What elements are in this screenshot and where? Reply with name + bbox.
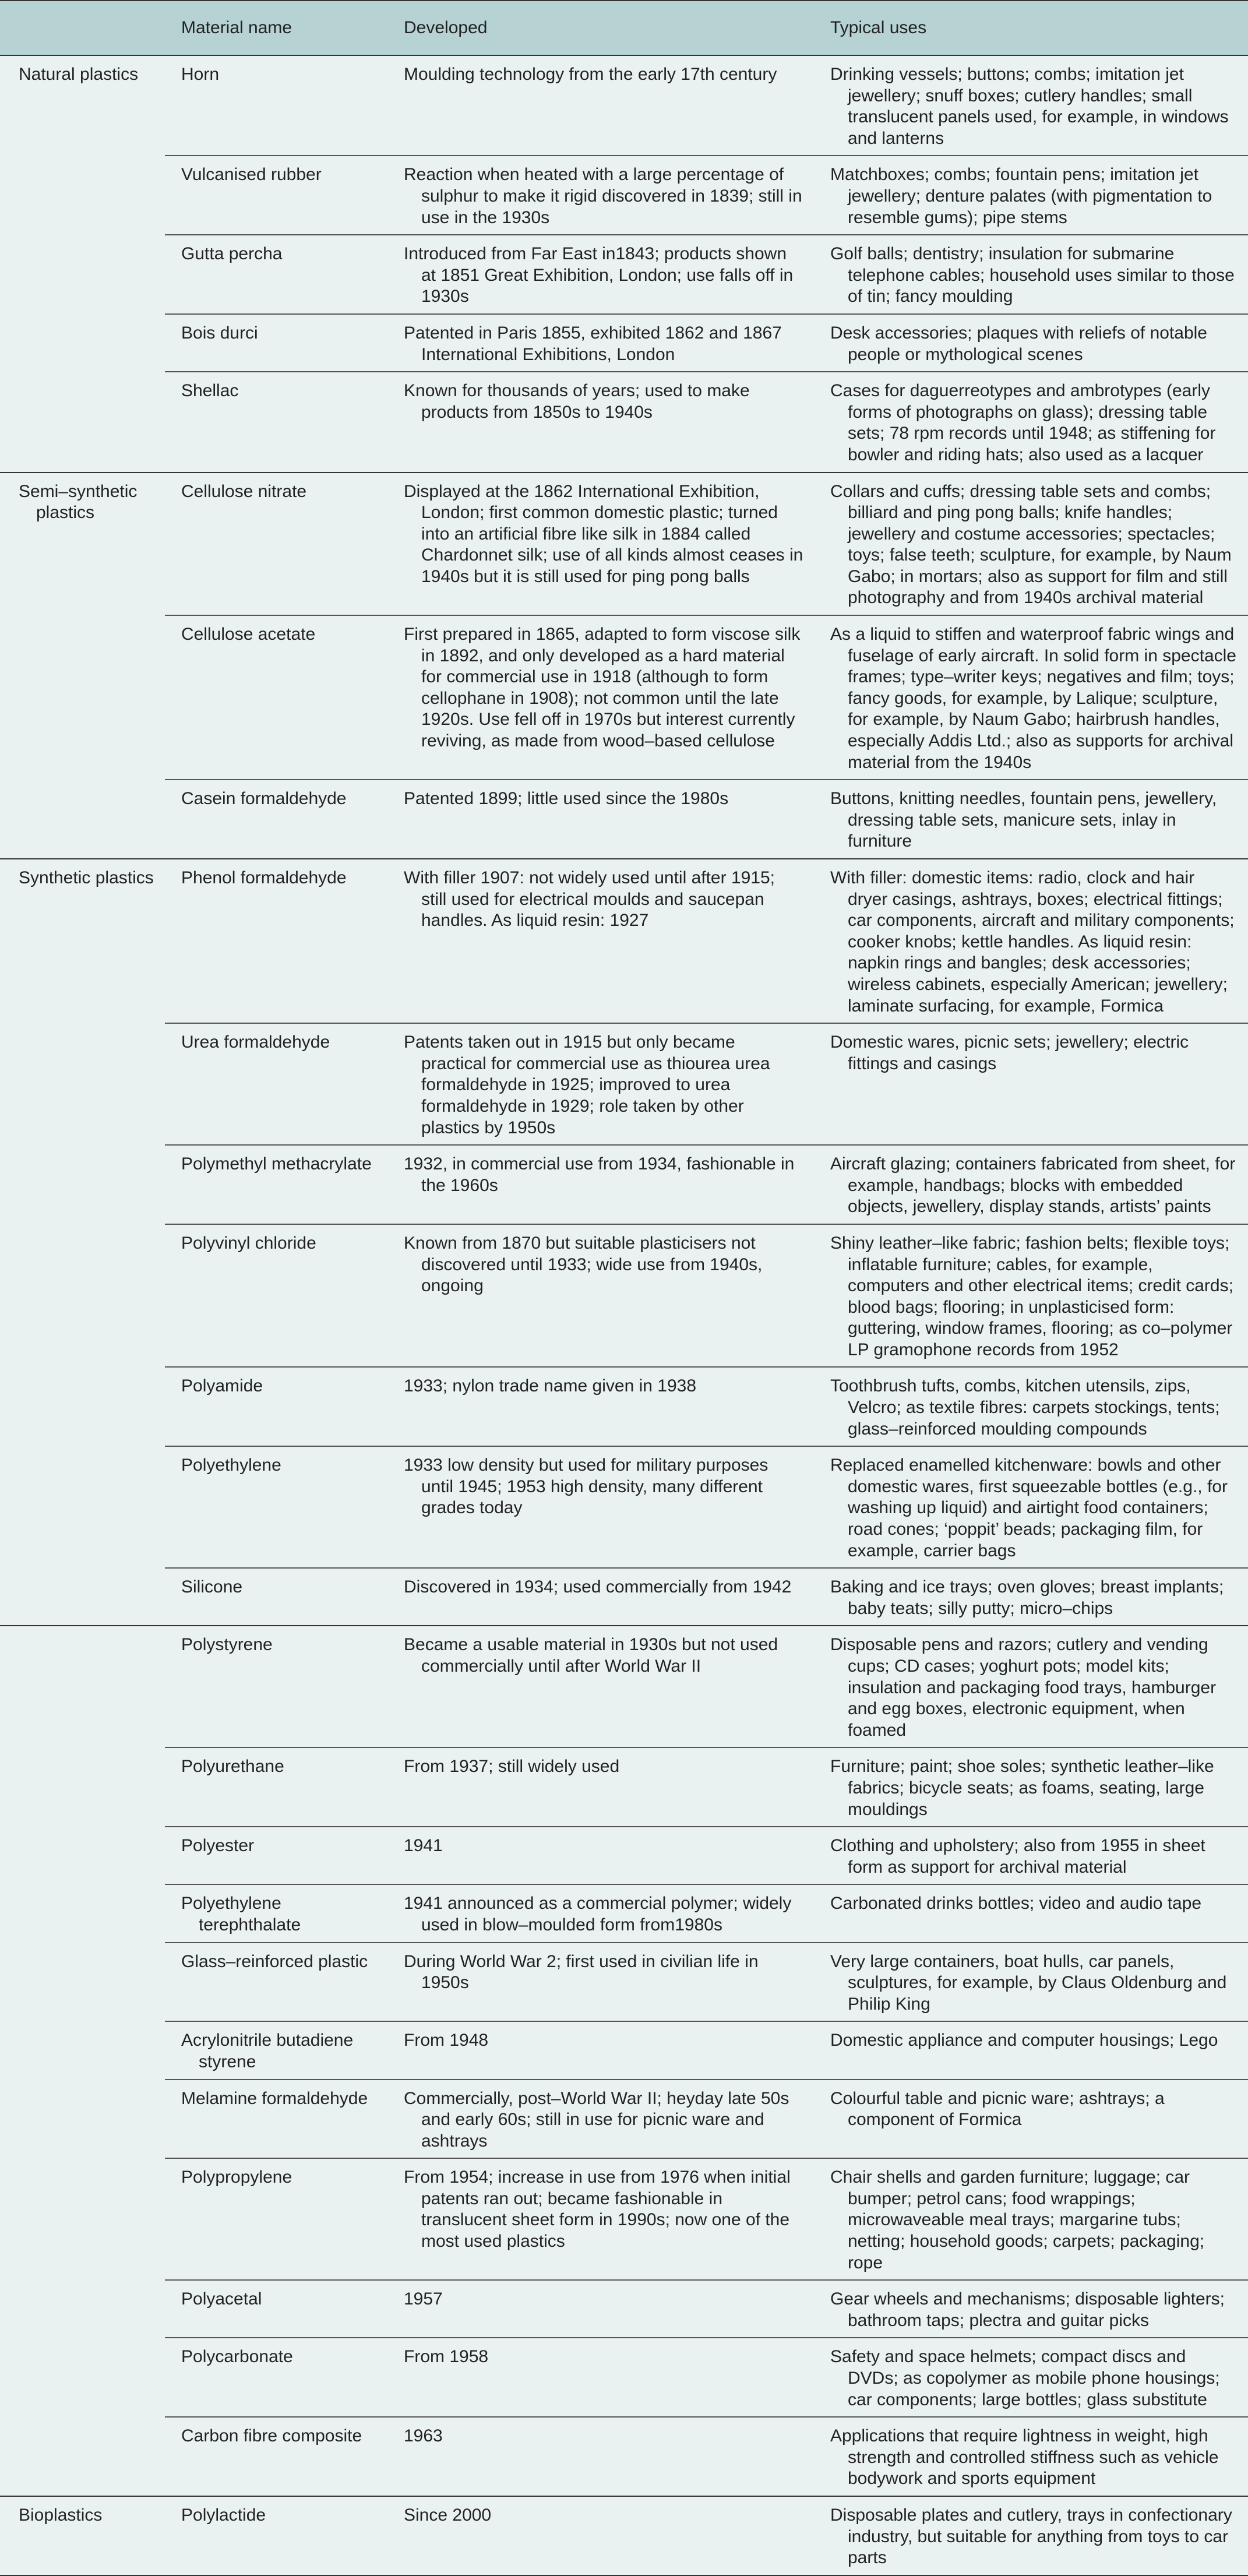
typical-uses-text: Safety and space helmets; compact discs and DVDs; as copolymer as mobile phone housings; car components; large bottles; glass substitute bbox=[830, 2347, 1220, 2409]
table-row bbox=[0, 55, 1248, 156]
material-name-cell bbox=[165, 1145, 387, 1224]
typical-uses-cell bbox=[813, 473, 1248, 616]
developed-cell bbox=[387, 1023, 813, 1145]
header-developed: Developed bbox=[387, 1, 813, 55]
developed-cell bbox=[387, 473, 813, 616]
developed-cell bbox=[387, 2021, 813, 2079]
developed-text: During World War 2; first used in civilian life in 1950s bbox=[404, 1951, 759, 1993]
typical-uses-cell bbox=[813, 1145, 1248, 1224]
developed-cell bbox=[387, 2158, 813, 2280]
developed-cell bbox=[387, 2496, 813, 2575]
table-row bbox=[0, 1626, 1248, 1747]
developed-cell bbox=[387, 1367, 813, 1446]
material-name-text: Polypropylene bbox=[181, 2168, 292, 2187]
category-cell bbox=[0, 859, 165, 1626]
material-name-text: Polyamide bbox=[181, 1376, 263, 1396]
developed-text: 1933; nylon trade name given in 1938 bbox=[404, 1376, 697, 1396]
category-label: Natural plastics bbox=[19, 65, 139, 84]
developed-text: Patents taken out in 1915 but only became practical for commercial use as thiourea urea formaldehyde in 1925; improved to urea formaldehyde in 1929; role taken by other plastics by 1950s bbox=[404, 1032, 770, 1137]
table-row bbox=[0, 1145, 1248, 1224]
material-name-cell bbox=[165, 156, 387, 235]
material-name-text: Shellac bbox=[181, 381, 239, 401]
typical-uses-text: As a liquid to stiffen and waterproof fabric wings and fuselage of early aircraft. In solid form in spectacle frames; type–writer keys; negatives and film; toys; fancy goods, for example, by Lalique; sculpture, for example, by Naum Gabo; hairbrush handles, especially Addis Ltd.; also as supports for archival material from the 1940s bbox=[830, 625, 1236, 772]
typical-uses-text: Shiny leather–like fabric; fashion belts; flexible toys; inflatable furniture; cables, for example, computers and other electrical items; credit cards; blood bags; flooring; in unplasticised form: guttering, window frames, flooring; as co–polymer LP gramophone records from 1952 bbox=[830, 1233, 1233, 1359]
material-name-cell bbox=[165, 1626, 387, 1747]
table-row bbox=[0, 1943, 1248, 2022]
developed-text: Displayed at the 1862 International Exhibition, London; first common domestic plastic; turned into an artificial fibre like silk in 1884 called Chardonnet silk; use of all kinds almost ceases in 1940s but it is still used for ping pong balls bbox=[404, 481, 803, 586]
developed-cell bbox=[387, 2417, 813, 2496]
header-row bbox=[0, 1, 1248, 55]
material-name-cell bbox=[165, 1446, 387, 1568]
typical-uses-cell bbox=[813, 2338, 1248, 2417]
typical-uses-cell bbox=[813, 615, 1248, 780]
typical-uses-cell bbox=[813, 1747, 1248, 1827]
developed-text: Known from 1870 but suitable plasticisers not discovered until 1933; wide use from 1940s, ongoing bbox=[404, 1233, 763, 1296]
developed-cell bbox=[387, 1747, 813, 1827]
material-name-cell bbox=[165, 859, 387, 1023]
table-row bbox=[0, 235, 1248, 314]
material-name-text: Horn bbox=[181, 65, 220, 84]
material-name-cell bbox=[165, 1367, 387, 1446]
table-body bbox=[0, 55, 1248, 2575]
developed-cell bbox=[387, 235, 813, 314]
material-name-text: Casein formaldehyde bbox=[181, 789, 347, 809]
material-name-text: Vulcanised rubber bbox=[181, 165, 322, 185]
material-name-cell bbox=[165, 780, 387, 859]
table-row bbox=[0, 780, 1248, 859]
typical-uses-text: Golf balls; dentistry; insulation for submarine telephone cables; household uses similar to those of tin; fancy moulding bbox=[830, 244, 1235, 306]
typical-uses-text: Drinking vessels; buttons; combs; imitation jet jewellery; snuff boxes; cutlery handles; small translucent panels used, for example, in windows and lanterns bbox=[830, 65, 1229, 148]
typical-uses-text: Applications that require lightness in weight, high strength and controlled stiffness such as vehicle bodywork and sports equipment bbox=[830, 2426, 1219, 2489]
typical-uses-text: Clothing and upholstery; also from 1955 in sheet form as support for archival material bbox=[830, 1836, 1205, 1877]
material-name-text: Polyacetal bbox=[181, 2289, 262, 2309]
table-row bbox=[0, 1568, 1248, 1626]
material-name-text: Glass–reinforced plastic bbox=[181, 1951, 368, 1971]
typical-uses-cell bbox=[813, 2280, 1248, 2338]
table-header bbox=[0, 1, 1248, 55]
category-label: Synthetic plastics bbox=[19, 868, 154, 887]
typical-uses-cell bbox=[813, 2496, 1248, 2575]
typical-uses-cell bbox=[813, 2080, 1248, 2159]
typical-uses-text: Very large containers, boat hulls, car panels, sculptures, for example, by Claus Oldenburg and Philip King bbox=[830, 1951, 1227, 2014]
developed-text: Commercially, post–World War II; heyday late 50s and early 60s; still in use for picnic ware and ashtrays bbox=[404, 2088, 789, 2151]
developed-cell bbox=[387, 615, 813, 780]
typical-uses-cell bbox=[813, 55, 1248, 156]
material-name-text: Cellulose acetate bbox=[181, 625, 316, 644]
developed-cell bbox=[387, 1626, 813, 1747]
typical-uses-cell bbox=[813, 2158, 1248, 2280]
material-name-text: Phenol formaldehyde bbox=[181, 868, 347, 887]
typical-uses-cell bbox=[813, 1943, 1248, 2022]
material-name-cell bbox=[165, 55, 387, 156]
table-row bbox=[0, 859, 1248, 1023]
typical-uses-cell bbox=[813, 314, 1248, 372]
typical-uses-text: Buttons, knitting needles, fountain pens, jewellery, dressing table sets, manicure sets, inlay in furniture bbox=[830, 789, 1217, 851]
developed-cell bbox=[387, 1884, 813, 1942]
material-name-cell bbox=[165, 235, 387, 314]
table-row bbox=[0, 1023, 1248, 1145]
category-label: Semi–synthetic plastics bbox=[19, 481, 138, 523]
typical-uses-text: Cases for daguerreotypes and ambrotypes (early forms of photographs on glass); dressing table sets; 78 rpm records until 1948; as stiffening for bowler and riding hats; also used as a lacquer bbox=[830, 381, 1216, 464]
table-row bbox=[0, 2080, 1248, 2159]
header-material-name: Material name bbox=[165, 1, 387, 55]
developed-text: Became a usable material in 1930s but not used commercially until after World War II bbox=[404, 1635, 778, 1676]
typical-uses-text: Matchboxes; combs; fountain pens; imitation jet jewellery; denture palates (with pigmentation to resemble gums); pipe stems bbox=[830, 165, 1212, 227]
material-name-cell bbox=[165, 1884, 387, 1942]
developed-cell bbox=[387, 1827, 813, 1884]
table-row bbox=[0, 156, 1248, 235]
developed-cell bbox=[387, 1145, 813, 1224]
table-row bbox=[0, 1884, 1248, 1942]
typical-uses-text: Disposable plates and cutlery, trays in confectionary industry, but suitable for anything from toys to car parts bbox=[830, 2505, 1232, 2568]
material-name-cell bbox=[165, 1023, 387, 1145]
developed-text: Since 2000 bbox=[404, 2505, 492, 2525]
developed-cell bbox=[387, 859, 813, 1023]
developed-cell bbox=[387, 372, 813, 472]
typical-uses-text: Disposable pens and razors; cutlery and vending cups; CD cases; yoghurt pots; model kits; insulation and packaging food trays, hamburger and egg boxes, electronic equipment, when foamed bbox=[830, 1635, 1217, 1740]
material-name-cell bbox=[165, 2158, 387, 2280]
material-name-text: Gutta percha bbox=[181, 244, 283, 264]
developed-text: From 1937; still widely used bbox=[404, 1757, 620, 1777]
developed-cell bbox=[387, 2280, 813, 2338]
table-row bbox=[0, 2158, 1248, 2280]
material-name-text: Carbon fibre composite bbox=[181, 2426, 362, 2446]
material-name-text: Acrylonitrile butadiene styrene bbox=[181, 2031, 354, 2071]
table-row bbox=[0, 473, 1248, 616]
typical-uses-cell bbox=[813, 780, 1248, 859]
developed-text: Moulding technology from the early 17th century bbox=[404, 65, 777, 84]
table-row bbox=[0, 2338, 1248, 2417]
category-cell bbox=[0, 2496, 165, 2575]
table-row bbox=[0, 2021, 1248, 2079]
typical-uses-cell bbox=[813, 1568, 1248, 1626]
typical-uses-cell bbox=[813, 235, 1248, 314]
developed-text: Known for thousands of years; used to make products from 1850s to 1940s bbox=[404, 381, 750, 422]
material-name-cell bbox=[165, 314, 387, 372]
developed-text: 1963 bbox=[404, 2426, 443, 2446]
material-name-text: Cellulose nitrate bbox=[181, 481, 307, 501]
typical-uses-text: Domestic appliance and computer housings; Lego bbox=[830, 2031, 1218, 2050]
material-name-text: Polyurethane bbox=[181, 1757, 284, 1777]
table-row bbox=[0, 1446, 1248, 1568]
developed-cell bbox=[387, 780, 813, 859]
material-name-text: Polycarbonate bbox=[181, 2347, 293, 2367]
typical-uses-cell bbox=[813, 1626, 1248, 1747]
material-name-cell bbox=[165, 2021, 387, 2079]
table-row bbox=[0, 2496, 1248, 2575]
material-name-text: Urea formaldehyde bbox=[181, 1032, 330, 1052]
category-label: Bioplastics bbox=[19, 2505, 103, 2525]
developed-text: From 1948 bbox=[404, 2031, 489, 2050]
category-cell bbox=[0, 473, 165, 859]
developed-text: 1932, in commercial use from 1934, fashionable in the 1960s bbox=[404, 1154, 795, 1195]
typical-uses-cell bbox=[813, 156, 1248, 235]
typical-uses-text: Chair shells and garden furniture; luggage; car bumper; petrol cans; food wrappings; microwaveable meal trays; margarine tubs; netting; household goods; carpets; packaging; rope bbox=[830, 2168, 1205, 2272]
typical-uses-text: Collars and cuffs; dressing table sets and combs; billiard and ping pong balls; knife handles; jewellery and costume accessories; spectacles; toys; false teeth; sculpture, for example, by Naum Gabo; in mortars; also as support for film and still photography and from 1940s archival material bbox=[830, 481, 1232, 608]
typical-uses-text: Aircraft glazing; containers fabricated from sheet, for example, handbags; blocks with embedded objects, jewellery, display stands, artists’ paints bbox=[830, 1154, 1236, 1217]
material-name-cell bbox=[165, 1747, 387, 1827]
material-name-cell bbox=[165, 2496, 387, 2575]
developed-text: First prepared in 1865, adapted to form viscose silk in 1892, and only developed as a hard material for commercial use in 1918 (although to form cellophane in 1908); not common until the late 1920s. Use fell off in 1970s but interest currently reviving, as made from wood–based cellulose bbox=[404, 625, 801, 751]
category-cell bbox=[0, 1626, 165, 2496]
typical-uses-cell bbox=[813, 2021, 1248, 2079]
table-row bbox=[0, 1747, 1248, 1827]
typical-uses-text: With filler: domestic items: radio, clock and hair dryer casings, ashtrays, boxes; electrical fittings; car components, aircraft and military components; cooker knobs; kettle handles. As liquid resin: napkin rings and bangles; desk accessories; wireless cabinets, especially American; jewellery; laminate surfacing, for example, Formica bbox=[830, 868, 1235, 1016]
material-name-cell bbox=[165, 2280, 387, 2338]
developed-cell bbox=[387, 55, 813, 156]
developed-text: Introduced from Far East in1843; products shown at 1851 Great Exhibition, London; use falls off in 1930s bbox=[404, 244, 794, 306]
typical-uses-cell bbox=[813, 1023, 1248, 1145]
developed-cell bbox=[387, 1224, 813, 1368]
material-name-cell bbox=[165, 2417, 387, 2496]
table-row bbox=[0, 2417, 1248, 2496]
material-name-cell bbox=[165, 2338, 387, 2417]
typical-uses-cell bbox=[813, 1827, 1248, 1884]
table-row bbox=[0, 1367, 1248, 1446]
material-name-cell bbox=[165, 1224, 387, 1368]
developed-cell bbox=[387, 1943, 813, 2022]
developed-cell bbox=[387, 156, 813, 235]
typical-uses-cell bbox=[813, 372, 1248, 472]
typical-uses-text: Replaced enamelled kitchenware: bowls and other domestic wares, first squeezable bottles (e.g., for washing up liquid) and airtight food containers; road cones; ‘poppit’ beads; packaging film, for example, carrier bags bbox=[830, 1456, 1228, 1560]
developed-cell bbox=[387, 1568, 813, 1626]
developed-cell bbox=[387, 2080, 813, 2159]
material-name-text: Silicone bbox=[181, 1577, 243, 1597]
typical-uses-cell bbox=[813, 1367, 1248, 1446]
developed-text: Discovered in 1934; used commercially from 1942 bbox=[404, 1577, 792, 1597]
material-name-text: Melamine formaldehyde bbox=[181, 2088, 368, 2108]
typical-uses-cell bbox=[813, 1446, 1248, 1568]
material-name-text: Polylactide bbox=[181, 2505, 266, 2525]
table-row bbox=[0, 2280, 1248, 2338]
material-name-text: Bois durci bbox=[181, 323, 258, 343]
typical-uses-text: Furniture; paint; shoe soles; synthetic leather–like fabrics; bicycle seats; as foams, seating, large mouldings bbox=[830, 1757, 1214, 1819]
material-name-text: Polyester bbox=[181, 1836, 255, 1856]
table-row bbox=[0, 314, 1248, 372]
table-row bbox=[0, 1224, 1248, 1368]
developed-cell bbox=[387, 1446, 813, 1568]
developed-text: 1941 announced as a commercial polymer; widely used in blow–moulded form from1980s bbox=[404, 1894, 792, 1934]
typical-uses-text: Carbonated drinks bottles; video and audio tape bbox=[830, 1894, 1202, 1914]
category-cell bbox=[0, 55, 165, 473]
typical-uses-text: Baking and ice trays; oven gloves; breast implants; baby teats; silly putty; micro–chips bbox=[830, 1577, 1224, 1618]
header-category bbox=[0, 1, 165, 55]
developed-text: From 1958 bbox=[404, 2347, 489, 2367]
material-name-cell bbox=[165, 1943, 387, 2022]
developed-text: From 1954; increase in use from 1976 when initial patents ran out; became fashionable in translucent sheet form in 1990s; now one of the most used plastics bbox=[404, 2168, 791, 2251]
developed-text: With filler 1907: not widely used until after 1915; still used for electrical moulds and saucepan handles. As liquid resin: 1927 bbox=[404, 868, 775, 931]
typical-uses-text: Colourful table and picnic ware; ashtrays; a component of Formica bbox=[830, 2088, 1165, 2130]
material-name-text: Polystyrene bbox=[181, 1635, 273, 1655]
developed-text: Reaction when heated with a large percentage of sulphur to make it rigid discovered in 1839; still in use in the 1930s bbox=[404, 165, 802, 227]
material-name-cell bbox=[165, 1827, 387, 1884]
typical-uses-text: Gear wheels and mechanisms; disposable lighters; bathroom taps; plectra and guitar picks bbox=[830, 2289, 1225, 2330]
typical-uses-text: Toothbrush tufts, combs, kitchen utensils, zips, Velcro; as textile fibres: carpets stockings, tents; glass–reinforced moulding compounds bbox=[830, 1376, 1220, 1439]
material-name-text: Polymethyl methacrylate bbox=[181, 1154, 372, 1174]
developed-text: Patented in Paris 1855, exhibited 1862 and 1867 International Exhibitions, London bbox=[404, 323, 782, 364]
developed-text: Patented 1899; little used since the 1980s bbox=[404, 789, 729, 809]
material-name-text: Polyethylene bbox=[181, 1456, 281, 1475]
material-name-cell bbox=[165, 615, 387, 780]
developed-cell bbox=[387, 2338, 813, 2417]
typical-uses-cell bbox=[813, 2417, 1248, 2496]
typical-uses-cell bbox=[813, 1884, 1248, 1942]
header-typical-uses: Typical uses bbox=[813, 1, 1248, 55]
developed-text: 1957 bbox=[404, 2289, 443, 2309]
table-row bbox=[0, 372, 1248, 472]
typical-uses-text: Domestic wares, picnic sets; jewellery; electric fittings and casings bbox=[830, 1032, 1189, 1073]
typical-uses-text: Desk accessories; plaques with reliefs of notable people or mythological scenes bbox=[830, 323, 1207, 364]
material-name-cell bbox=[165, 372, 387, 472]
developed-text: 1941 bbox=[404, 1836, 443, 1856]
table-row bbox=[0, 615, 1248, 780]
material-name-cell bbox=[165, 473, 387, 616]
material-name-cell bbox=[165, 1568, 387, 1626]
material-name-cell bbox=[165, 2080, 387, 2159]
typical-uses-cell bbox=[813, 859, 1248, 1023]
typical-uses-cell bbox=[813, 1224, 1248, 1368]
table-row bbox=[0, 1827, 1248, 1884]
developed-text: 1933 low density but used for military purposes until 1945; 1953 high density, many different grades today bbox=[404, 1456, 768, 1518]
material-name-text: Polyethylene terephthalate bbox=[181, 1894, 301, 1934]
developed-cell bbox=[387, 314, 813, 372]
material-name-text: Polyvinyl chloride bbox=[181, 1233, 316, 1253]
